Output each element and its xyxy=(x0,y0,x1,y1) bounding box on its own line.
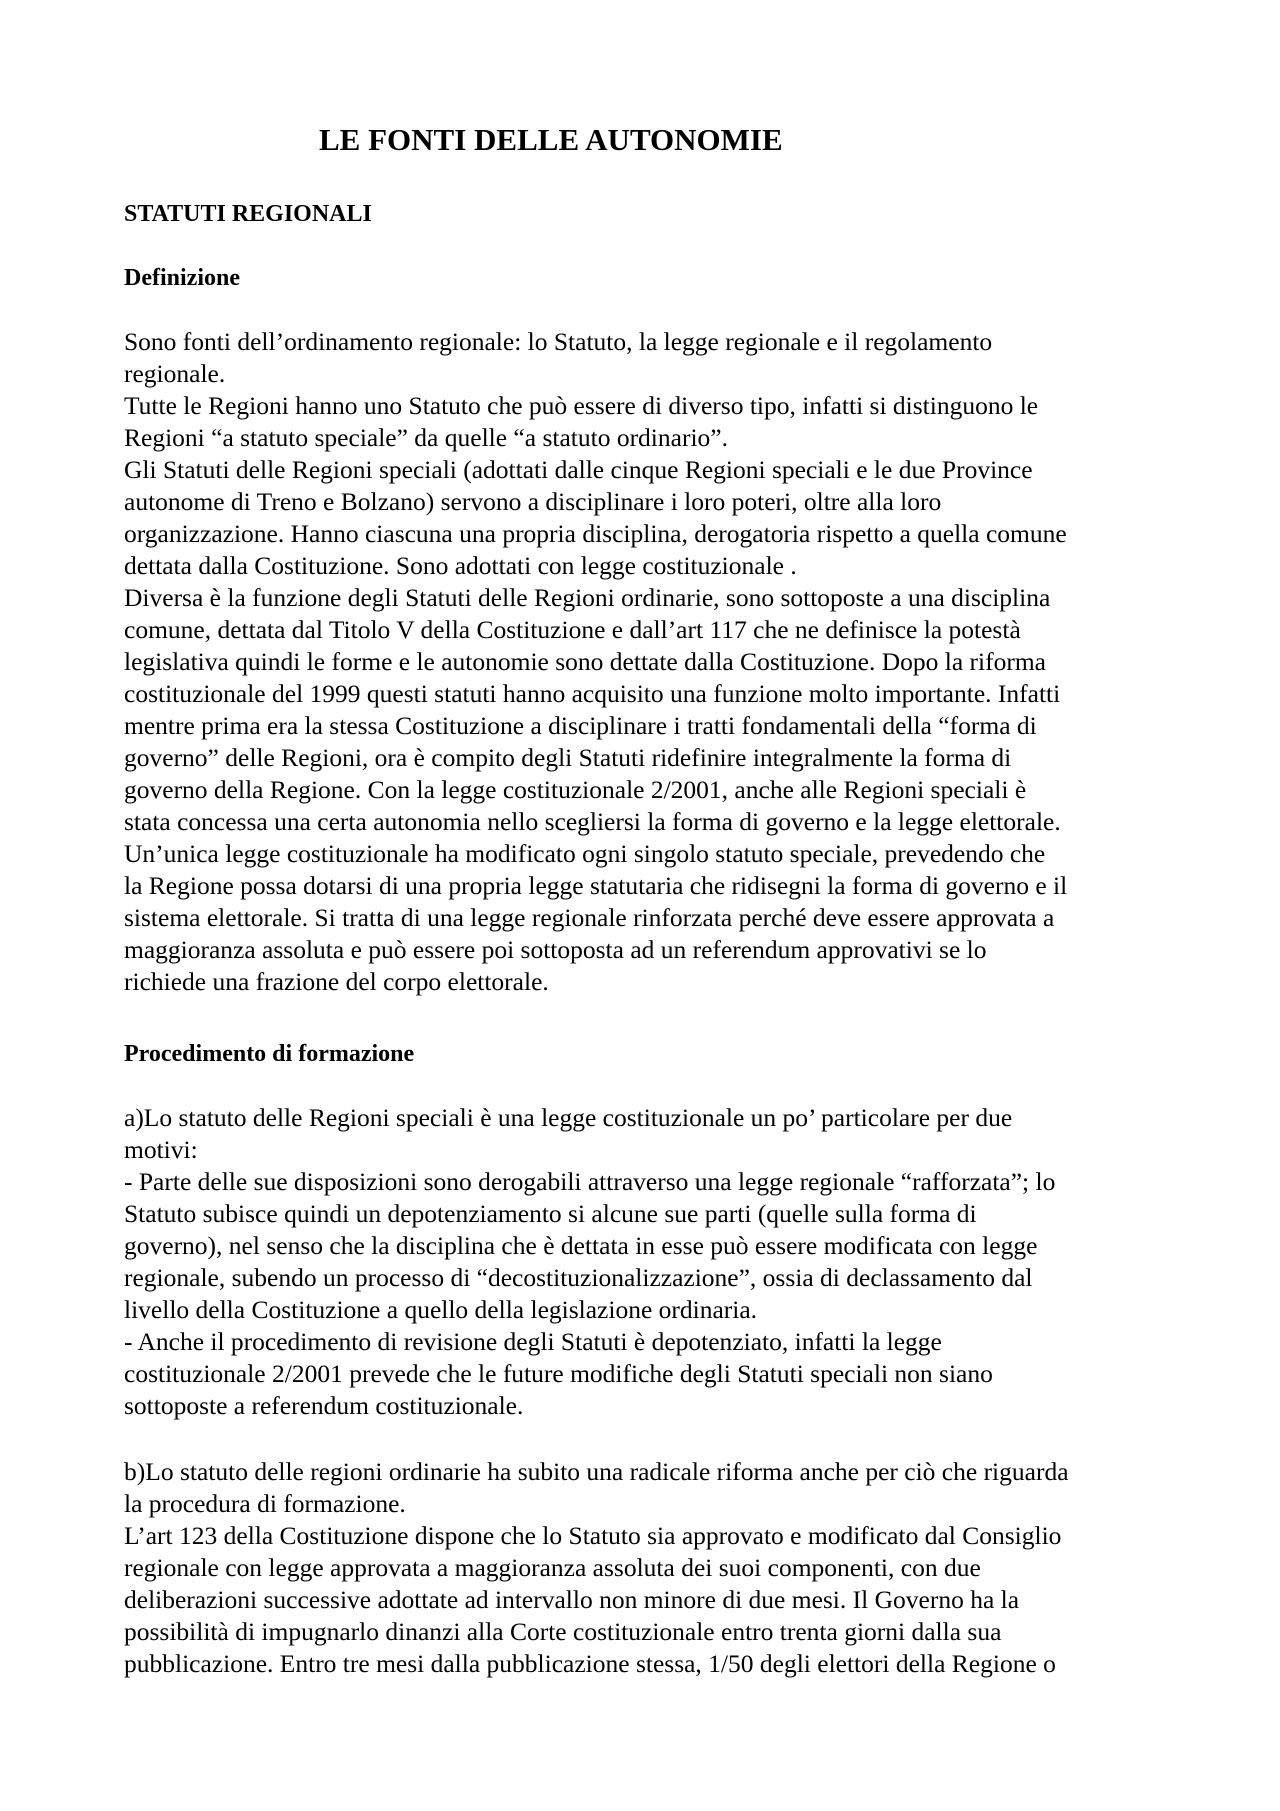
text-line: Un’unica legge costituzionale ha modificato ogni singolo statuto speciale, prevedendo che xyxy=(124,839,1046,868)
paragraph-b-regioni-ordinarie xyxy=(124,1456,1174,1680)
text-line: Gli Statuti delle Regioni speciali (adottati dalle cinque Regioni speciali e le due Province xyxy=(124,455,1033,484)
text-line: Sono fonti dell’ordinamento regionale: lo Statuto, la legge regionale e il regolamento xyxy=(124,327,993,356)
text-line: Diversa è la funzione degli Statuti delle Regioni ordinarie, sono sottoposte a una disciplina xyxy=(124,583,1051,612)
text-line: regionale. xyxy=(124,359,226,388)
text-line: dettata dalla Costituzione. Sono adottati con legge costituzionale . xyxy=(124,551,797,580)
text-line: la Regione possa dotarsi di una propria legge statutaria che ridisegni la forma di governo e il xyxy=(124,871,1068,900)
paragraph-a-regioni-speciali xyxy=(124,1102,1174,1422)
text-line: governo della Regione. Con la legge costituzionale 2/2001, anche alle Regioni speciali è xyxy=(124,775,1027,804)
text-line: costituzionale 2/2001 prevede che le future modifiche degli Statuti speciali non siano xyxy=(124,1359,993,1388)
text-line: Statuto subisce quindi un depotenziamento si alcune sue parti (quelle sulla forma di xyxy=(124,1199,977,1228)
text-line: costituzionale del 1999 questi statuti hanno acquisito una funzione molto importante. Infatti xyxy=(124,679,1061,708)
text-line: pubblicazione. Entro tre mesi dalla pubblicazione stessa, 1/50 degli elettori della Regione o xyxy=(124,1649,1056,1678)
text-line: mentre prima era la stessa Costituzione a disciplinare i tratti fondamentali della “forma di xyxy=(124,711,1037,740)
text-line: regionale con legge approvata a maggioranza assoluta dei suoi componenti, con due xyxy=(124,1553,981,1582)
text-line: legislativa quindi le forme e le autonomie sono dettate dalla Costituzione. Dopo la riforma xyxy=(124,647,1046,676)
text-line: autonome di Treno e Bolzano) servono a disciplinare i loro poteri, oltre alla loro xyxy=(124,487,942,516)
text-line: sottoposte a referendum costituzionale. xyxy=(124,1391,524,1420)
text-line: deliberazioni successive adottate ad intervallo non minore di due mesi. Il Governo ha la xyxy=(124,1585,1020,1614)
text-line: - Anche il procedimento di revisione degli Statuti è depotenziato, infatti la legge xyxy=(124,1327,942,1356)
text-line: Regioni “a statuto speciale” da quelle “a statuto ordinario”. xyxy=(124,423,728,452)
text-line: Tutte le Regioni hanno uno Statuto che può essere di diverso tipo, infatti si distinguono le xyxy=(124,391,1039,420)
subsection-heading-procedimento-di-formazione: Procedimento di formazione xyxy=(124,1041,415,1067)
text-line: L’art 123 della Costituzione dispone che lo Statuto sia approvato e modificato dal Consiglio xyxy=(124,1521,1062,1550)
text-line: richiede una frazione del corpo elettorale. xyxy=(124,967,549,996)
text-line: livello della Costituzione a quello della legislazione ordinaria. xyxy=(124,1295,758,1324)
text-line: comune, dettata dal Titolo V della Costituzione e dall’art 117 che ne definisce la potestà xyxy=(124,615,1021,644)
text-line: sistema elettorale. Si tratta di una legge regionale rinforzata perché deve essere approvata a xyxy=(124,903,1055,932)
text-line: regionale, subendo un processo di “decostituzionalizzazione”, ossia di declassamento dal xyxy=(124,1263,1033,1292)
text-line: organizzazione. Hanno ciascuna una propria disciplina, derogatoria rispetto a quella comune xyxy=(124,519,1067,548)
text-line: stata concessa una certa autonomia nello scegliersi la forma di governo e la legge elettorale. xyxy=(124,807,1061,836)
text-line: a)Lo statuto delle Regioni speciali è una legge costituzionale un po’ particolare per due xyxy=(124,1103,1013,1132)
text-line: maggioranza assoluta e può essere poi sottoposta ad un referendum approvativi se lo xyxy=(124,935,987,964)
subsection-heading-definizione: Definizione xyxy=(124,265,240,291)
text-line: governo), nel senso che la disciplina che è dettata in esse può essere modificata con legge xyxy=(124,1231,1038,1260)
text-line: b)Lo statuto delle regioni ordinarie ha subito una radicale riforma anche per ciò che riguarda xyxy=(124,1457,1069,1486)
text-line: motivi: xyxy=(124,1135,198,1164)
section-heading-statuti-regionali: STATUTI REGIONALI xyxy=(124,201,372,227)
text-line: possibilità di impugnarlo dinanzi alla Corte costituzionale entro trenta giorni dalla sua xyxy=(124,1617,1002,1646)
text-line: la procedura di formazione. xyxy=(124,1489,406,1518)
document-title: LE FONTI DELLE AUTONOMIE xyxy=(319,122,783,157)
text-line: governo” delle Regioni, ora è compito degli Statuti ridefinire integralmente la forma di xyxy=(124,743,1012,772)
text-line: - Parte delle sue disposizioni sono derogabili attraverso una legge regionale “rafforzata”; lo xyxy=(124,1167,1056,1196)
definizione-paragraph xyxy=(124,326,1174,998)
